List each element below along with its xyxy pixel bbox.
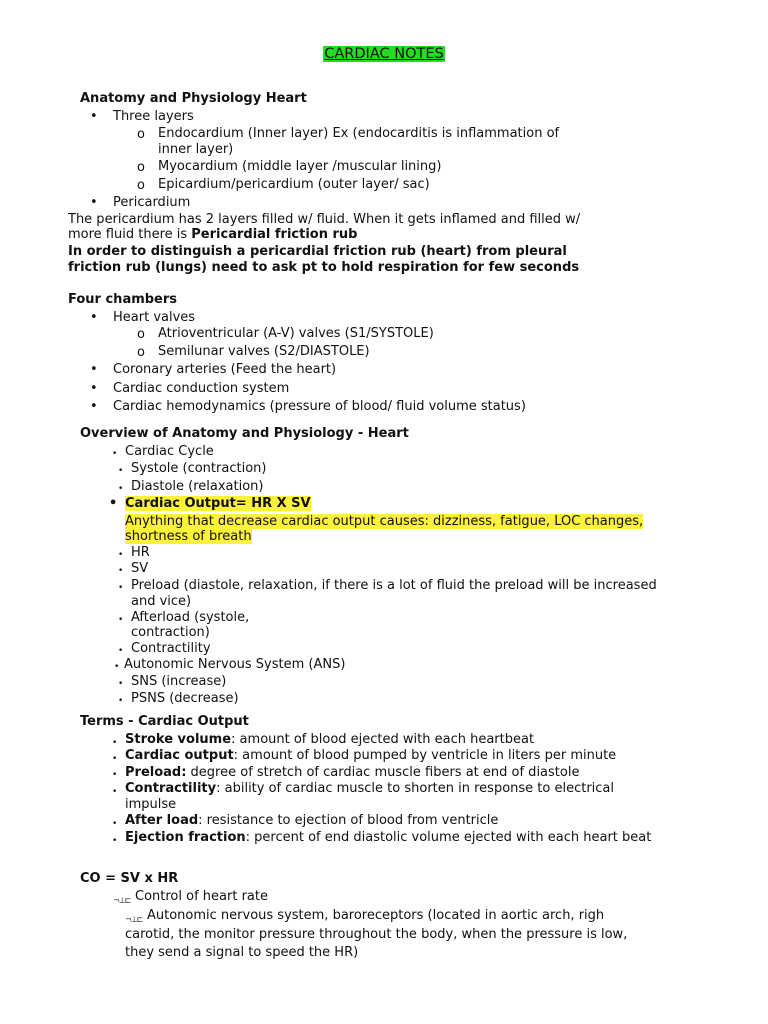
list-item-afterload: Afterload (systole, — [131, 610, 250, 625]
marker-symbol: ¬⊥⊏ — [113, 896, 131, 905]
bullet-small: • — [118, 679, 124, 689]
list-item-epicardium: Epicardium/pericardium (outer layer/ sac) — [158, 177, 430, 192]
cardiac-output-formula: Cardiac Output= HR X SV — [125, 496, 311, 511]
bullet-circle: o — [137, 127, 145, 142]
term-contractility-cont: impulse — [125, 797, 177, 812]
paragraph-text: more fluid there is — [68, 227, 192, 242]
term-ejection-fraction — [125, 830, 651, 846]
list-item-sv: SV — [131, 561, 149, 576]
list-item-ans-cont2: they send a signal to speed the HR) — [125, 945, 359, 960]
bullet-small: • — [114, 662, 120, 672]
list-item-coronary: Coronary arteries (Feed the heart) — [113, 362, 337, 377]
bullet-disc: • — [90, 195, 98, 210]
bullet-disc: • — [90, 310, 98, 325]
section-heading-terms: Terms - Cardiac Output — [80, 714, 249, 729]
bullet-circle: o — [137, 327, 145, 342]
bullet-small: • — [118, 566, 124, 576]
term-contractility — [125, 781, 614, 797]
bullet-disc: • — [90, 362, 98, 377]
section-heading-overview: Overview of Anatomy and Physiology - Heart — [80, 426, 409, 441]
term-definition: : amount of blood ejected with each heartbeat — [231, 732, 535, 747]
section-heading-co-formula: CO = SV x HR — [80, 871, 179, 886]
term-stroke-volume — [125, 732, 534, 748]
list-item-cycle: Cardiac Cycle — [125, 444, 214, 459]
list-item-endocardium-cont: inner layer) — [158, 142, 234, 157]
list-item-systole: Systole (contraction) — [131, 461, 267, 476]
list-item-conduction: Cardiac conduction system — [113, 381, 290, 396]
list-item-ans-cont: carotid, the monitor pressure throughout the body, when the pressure is low, — [125, 927, 628, 942]
list-item-contractility: Contractility — [131, 641, 211, 656]
bullet-small: • — [112, 754, 118, 764]
list-item-sns: SNS (increase) — [131, 674, 227, 689]
list-item-afterload-cont: contraction) — [131, 625, 210, 640]
term-cardiac-output — [125, 748, 616, 764]
term-label: Stroke volume — [125, 732, 232, 747]
term-definition: : percent of end diastolic volume ejected with each heart beat — [245, 830, 652, 845]
page-title: CARDIAC NOTES — [324, 46, 444, 62]
paragraph-pericardium-cont — [68, 227, 357, 243]
term-definition: : resistance to ejection of blood from ventricle — [198, 813, 499, 828]
bullet-small: • — [112, 449, 118, 459]
bullet-circle: o — [137, 160, 145, 175]
bullet-circle: o — [137, 345, 145, 360]
bullet-small: • — [112, 738, 118, 748]
list-item-pericardium: Pericardium — [113, 195, 191, 210]
friction-rub-term: Pericardial friction rub — [191, 227, 358, 242]
bullet-small: • — [118, 696, 124, 706]
list-item-control-hr: Control of heart rate — [135, 889, 268, 904]
list-item-myocardium: Myocardium (middle layer /muscular lining) — [158, 159, 442, 174]
bullet-circle: o — [137, 178, 145, 193]
highlight-note-line2 — [125, 529, 252, 545]
term-label: Cardiac output — [125, 748, 234, 763]
highlight-text: Anything that decrease cardiac output causes: dizziness, fatigue, LOC changes, — [125, 514, 644, 529]
bullet-small: • — [118, 550, 124, 560]
bullet-small: • — [112, 770, 118, 780]
bullet-small: • — [118, 646, 124, 656]
term-definition: : ability of cardiac muscle to shorten in response to electrical — [216, 781, 615, 796]
list-item: Three layers — [113, 109, 194, 124]
term-label: Preload: — [125, 765, 187, 780]
term-label: After load — [125, 813, 199, 828]
bold-note-line1: In order to distinguish a pericardial friction rub (heart) from pleural — [68, 244, 567, 259]
section-heading-chambers: Four chambers — [68, 292, 178, 307]
term-preload — [125, 765, 579, 781]
list-item-psns: PSNS (decrease) — [131, 691, 239, 706]
term-after-load — [125, 813, 498, 829]
term-label: Contractility — [125, 781, 217, 796]
term-label: Ejection fraction — [125, 830, 246, 845]
list-item-diastole: Diastole (relaxation) — [131, 479, 264, 494]
list-item-ans-baroreceptors: Autonomic nervous system, baroreceptors (located in aortic arch, righ — [147, 908, 605, 923]
list-item-preload-cont: and vice) — [131, 594, 192, 609]
list-item-heart-valves: Heart valves — [113, 310, 196, 325]
bullet-small: • — [112, 836, 118, 846]
bullet-small: • — [118, 466, 124, 476]
list-item-hr: HR — [131, 545, 150, 560]
list-item-hemodynamics: Cardiac hemodynamics (pressure of blood/ fluid volume status) — [113, 399, 526, 414]
bullet-small: • — [118, 615, 124, 625]
bullet-small: • — [118, 484, 124, 494]
bullet-disc: • — [109, 496, 118, 511]
list-item-semilunar: Semilunar valves (S2/DIASTOLE) — [158, 344, 370, 359]
list-item-cardiac-output — [125, 496, 311, 512]
bullet-small: • — [118, 583, 124, 593]
paragraph-pericardium: The pericardium has 2 layers filled w/ fluid. When it gets inflamed and filled w/ — [68, 212, 581, 227]
list-item-preload: Preload (diastole, relaxation, if there is a lot of fluid the preload will be increased — [131, 578, 657, 593]
list-item-av-valves: Atrioventricular (A-V) valves (S1/SYSTOLE) — [158, 326, 434, 341]
bullet-disc: • — [90, 109, 98, 124]
bold-note-line2: friction rub (lungs) need to ask pt to hold respiration for few seconds — [68, 260, 580, 275]
bullet-small: • — [112, 819, 118, 829]
highlight-note-line1 — [125, 514, 643, 530]
list-item-endocardium: Endocardium (Inner layer) Ex (endocarditis is inflammation of — [158, 126, 560, 141]
marker-symbol: ¬⊥⊏ — [125, 915, 143, 924]
list-item-ans: Autonomic Nervous System (ANS) — [124, 657, 346, 672]
term-definition: : amount of blood pumped by ventricle in liters per minute — [233, 748, 617, 763]
highlight-text: shortness of breath — [125, 529, 252, 544]
bullet-small: • — [112, 787, 118, 797]
term-definition: degree of stretch of cardiac muscle fibers at end of diastole — [186, 765, 580, 780]
section-heading-anatomy: Anatomy and Physiology Heart — [80, 91, 307, 106]
bullet-disc: • — [90, 399, 98, 414]
bullet-disc: • — [90, 381, 98, 396]
